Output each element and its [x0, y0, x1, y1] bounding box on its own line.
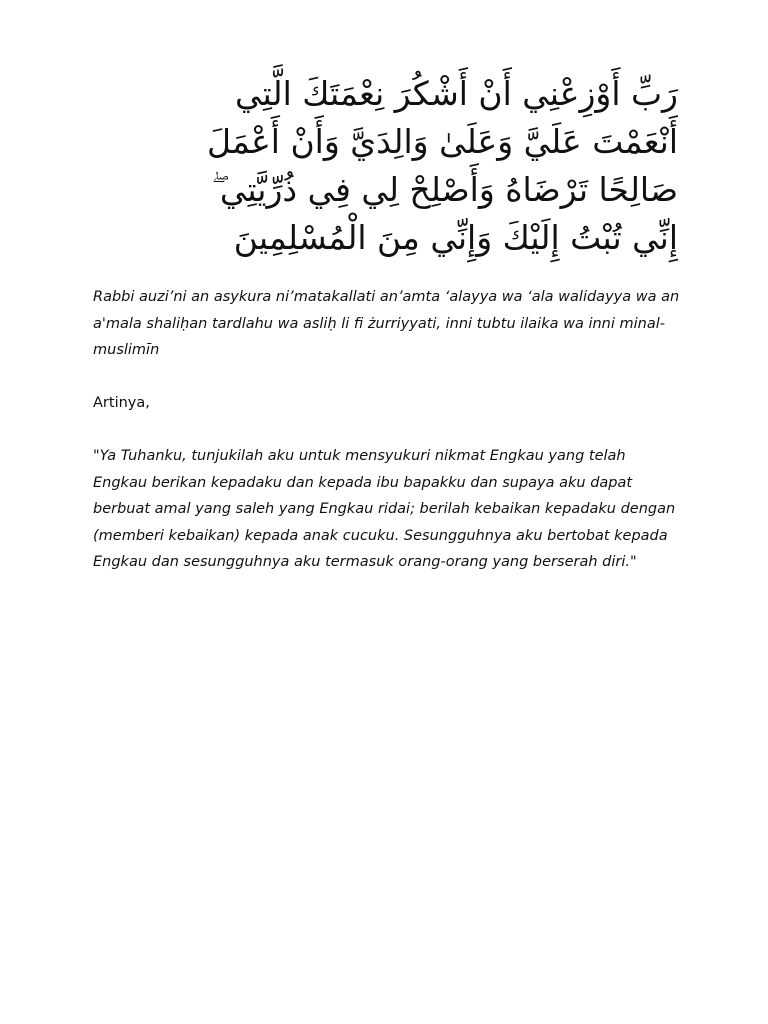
transliteration-paragraph: Rabbi auzi’ni an asykura ni’matakallati an’amta ‘alayya wa ‘ala walidayya wa an a'mala shaliḥan tardlahu wa asliḥ li fi żurriyyati, inni tubtu ilaika wa inni minal-muslimīn: [93, 289, 680, 358]
arabic-line: إِنِّي تُبْتُ إِلَيْكَ وَإِنِّي مِنَ الْمُسْلِمِينَ: [233, 218, 678, 257]
arabic-line: صَالِحًا تَرْضَاهُ وَأَصْلِحْ لِي فِي ذُرِّيَّتِي ۖ: [211, 170, 678, 209]
arabic-line: أَنْعَمْتَ عَلَيَّ وَعَلَىٰ وَالِدَيَّ وَأَنْ أَعْمَلَ: [207, 122, 678, 161]
meaning-paragraph: "Ya Tuhanku, tunjukilah aku untuk mensyukuri nikmat Engkau yang telah Engkau berikan kepadaku dan kepada ibu bapakku dan supaya aku dapat berbuat amal yang saleh yang Engkau ridai; berilah kebaikan kepadaku dengan (memberi kebaikan) kepada anak cucuku. Sesungguhnya aku bertobat kepada Engkau dan sesungguhnya aku termasuk orang-orang yang berserah diri.": [93, 448, 676, 570]
arabic-verse: [92, 70, 678, 262]
arabic-line: رَبِّ أَوْزِعْنِي أَنْ أَشْكُرَ نِعْمَتَكَ الَّتِي: [235, 74, 678, 113]
artinya-label: Artinya,: [93, 395, 150, 411]
